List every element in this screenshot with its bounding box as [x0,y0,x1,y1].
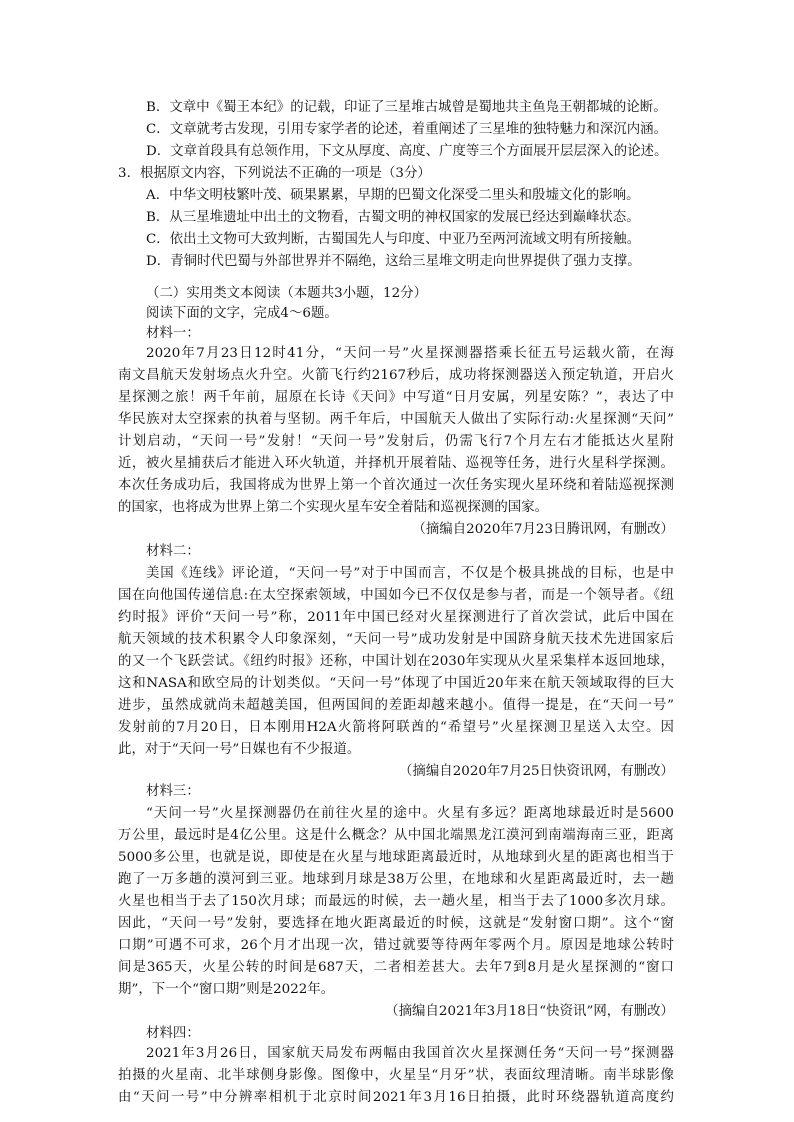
material-2-line: 国在向他国传递信息:在太空探索领域，中国如今已不仅仅是参与者，而是一个领导者。《纽 [118,588,674,603]
q3-option-a: A．中华文明枝繁叶茂、硕果累累，早期的巴蜀文化深受二里头和殷墟文化的影响。 [146,188,640,203]
material-1-line: 南文昌航天发射场点火升空。火箭飞行约2167秒后，成功将探测器送入预定轨道，开启火 [118,368,674,383]
material-3-line: 火星也相当于去了150次月球；而最远的时候，去一趟火星，相当于去了1000多次月球。 [118,894,674,909]
material-1-line: 星探测之旅！两千年前，屈原在长诗《天问》中写道“日月安属，列星安陈？”，表达了中 [118,390,674,405]
q3-option-b: B．从三星堆遗址中出土的文物看，古蜀文明的神权国家的发展已经达到巅峰状态。 [146,210,640,225]
material-2-line: 此，对于“天问一号”日媒也有不少报道。 [118,742,361,757]
material-4-line: 1．12万千米。北半球影像由“天问一号”中分辨率相机于北京时间2021年3月18日拍摄， [118,1103,160,1104]
material-1-line: 2020年7月23日12时41分，“天问一号”火星探测器搭乘长征五号运载火箭，在海 [146,346,674,361]
material-2-title: 材料二： [146,544,200,559]
material-3-line: 跑了一万多趟的漠河到三亚。地球到月球是38万公里，在地球和火星距离最近时，去一趟 [118,872,674,887]
material-3-title: 材料三： [146,784,200,799]
material-3-line: 期”，下一个“窗口期”则是2022年。 [118,982,335,997]
material-1-line: 近，被火星捕获后才能进入环火轨道，并择机开展着陆、巡视等任务，进行火星科学探测。 [118,456,674,471]
material-3-source: （摘编自2021年3月18日“快资讯”网，有删改） [385,1004,674,1019]
material-2-line: 美国《连线》评论道，“天问一号”对于中国而言，不仅是个极具挑战的目标，也是中 [146,566,674,581]
material-4-title: 材料四： [146,1026,200,1041]
q3-stem: 3．根据原文内容，下列说法不正确的一项是（3分） [118,166,431,181]
material-4-line: 月，高分辨率相机、中分辨率相机、矿物光谱仪、火星能量粒子分析仪、离子与中性粒子分 [201,1103,244,1104]
material-3-line: 因此，“天问一号”发射，要选择在地火距离最近的时候，这就是“发射窗口期”。这个“窗 [118,916,674,931]
q2-option-b: B．文章中《蜀王本纪》的记载，印证了三星堆古城曾是蜀地共主鱼凫王朝都城的论断。 [146,100,667,115]
material-3-line: 5000多公里，也就是说，即使是在火星与地球距离最近时，从地球到火星的距离也相当于 [118,850,674,865]
material-1-line: 计划启动，“天问一号”发射！“天问一号”发射后，仍需飞行7个月左右才能抵达火星附 [118,434,674,449]
material-4-line: 2021年3月26日，国家航天局发布两幅由我国首次火星探测任务“天问一号”探测器 [146,1046,674,1061]
material-2-source: （摘编自2020年7月25日快资讯网，有删改） [398,764,674,779]
material-2-line: 这和NASA和欧空局的计划类似。“天问一号”体现了中国近20年来在航天领域取得的巨大 [118,676,674,691]
material-4-line: 拍摄的火星南、北半球侧身影像。图像中，火星呈“月牙”状，表面纹理清晰。南半球影像 [118,1068,674,1083]
material-3-line: 万公里，最远时是4亿公里。这是什么概念？从中国北端黑龙江漠河到南端海南三亚，距离 [118,828,674,843]
material-2-line: 航天领域的技术积累令人印象深刻，“天问一号”成功发射是中国跻身航天技术先进国家后 [118,632,674,647]
material-1-source: （摘编自2020年7月23日腾讯网，有删改） [412,522,674,537]
instruction: 阅读下面的文字，完成4～6题。 [146,306,338,321]
q2-option-d: D．文章首段具有总领作用，下文从厚度、高度、广度等三个方面展开层层深入的论述。 [146,144,668,159]
q3-option-c: C．依出土文物可大致判断，古蜀国先人与印度、中亚乃至两河流域文明有所接触。 [146,232,641,247]
q3-option-d: D．青铜时代巴蜀与外部世界并不隔绝，这给三星堆文明走向世界提供了强力支撑。 [146,254,641,269]
material-2-line: 的又一个飞跃尝试。《纽约时报》还称，中国计划在2030年实现从火星采集样本返回地球， [118,654,674,669]
q2-option-c: C．文章就考古发现，引用专家学者的论述，着重阐述了三星堆的独特魅力和深沉内涵。 [146,122,668,137]
material-2-line: 发射前的7月20日，日本刚用H2A火箭将阿联酋的“希望号”火星探测卫星送入太空。因 [118,720,674,735]
material-3-line: 口期”可遇不可求，26个月才出现一次，错过就要等待两年零两个月。原因是地球公转时 [118,938,674,953]
material-4-line: 由“天问一号”中分辨率相机于北京时间2021年3月16日拍摄，此时环绕器轨道高度约 [118,1090,674,1105]
material-1-line: 华民族对太空探索的执着与坚韧。两千年后，中国航天人做出了实际行动:火星探测“天问” [118,412,674,427]
material-4-line: 析仪、磁强计等载荷陆续开机，对火星开展探测，获取科学数据。 [243,1103,275,1104]
section-heading: （二）实用类文本阅读（本题共3小题，12分） [146,286,428,301]
material-1-line: 的国家，也将成为世界上第二个实现火星车安全着陆和巡视探测的国家。 [118,500,549,515]
material-4-line: 此时环绕器轨道高度约1．15万千米。目前，“天问一号”探测器已经在停泊轨道运行一个 [159,1103,201,1104]
material-3-line: “天问一号”火星探测器仍在前往火星的途中。火星有多远？距离地球最近时是5600 [146,806,674,821]
material-2-line: 进步，虽然成就尚未超越美国，但两国间的差距却越来越小。值得一提是，在“天问一号” [118,698,674,713]
material-1-line: 本次任务成功后，我国将成为世界上第一个首次通过一次任务实现火星环绕和着陆巡视探测 [118,478,674,493]
material-1-title: 材料一： [146,326,200,341]
material-2-line: 约时报》评价“天问一号”称，2011年中国已经对火星探测进行了首次尝试，此后中国在 [118,610,674,625]
material-3-line: 间是365天，火星公转的时间是687天，二者相差甚大。去年7到8月是火星探测的“窗口 [118,960,674,975]
material-4-overflow [118,1103,674,1104]
